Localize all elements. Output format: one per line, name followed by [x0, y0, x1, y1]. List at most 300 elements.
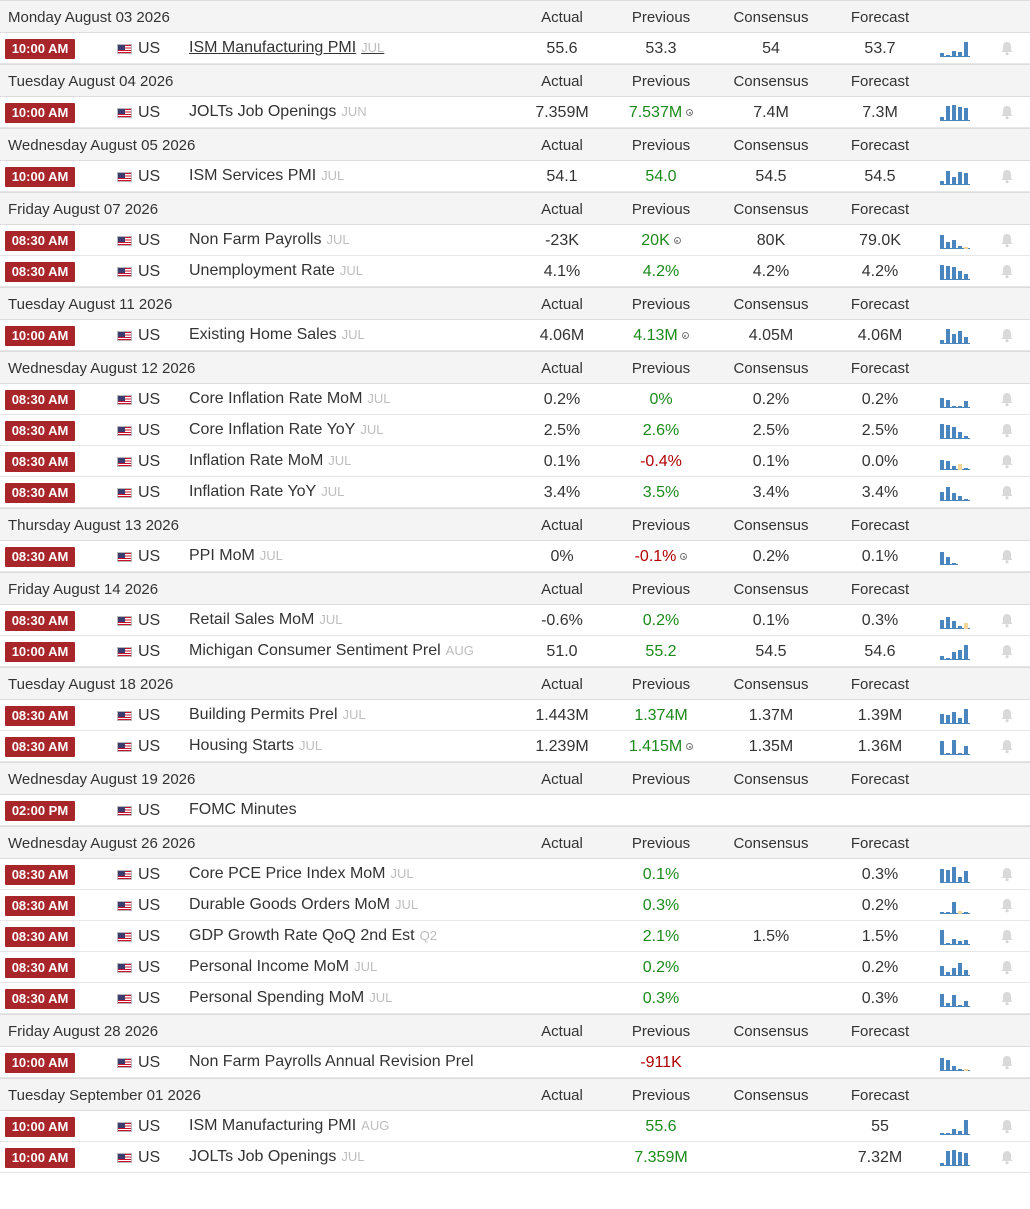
event-row[interactable] — [0, 636, 1030, 667]
actual-value — [507, 643, 617, 661]
event-row[interactable] — [0, 477, 1030, 508]
previous-value — [606, 453, 716, 471]
alert-bell-icon[interactable] — [1000, 169, 1014, 184]
alert-bell-icon[interactable] — [1000, 867, 1014, 882]
history-chart[interactable] — [940, 263, 970, 280]
column-header-consensus: Consensus — [733, 296, 809, 313]
history-bar — [952, 105, 956, 121]
event-name[interactable]: GDP Growth Rate QoQ 2nd Est — [189, 927, 415, 944]
country-code: US — [138, 484, 161, 501]
event-name-link[interactable] — [189, 865, 414, 883]
alert-bell-icon[interactable] — [1000, 644, 1014, 659]
revised-icon[interactable] — [686, 743, 693, 750]
history-bar — [958, 52, 962, 57]
consensus-text: 4.05M — [748, 327, 794, 344]
us-flag-icon — [117, 901, 132, 911]
event-name-link[interactable] — [189, 927, 437, 945]
history-chart[interactable] — [940, 738, 970, 755]
actual-text: 4.06M — [539, 327, 585, 344]
history-bar — [940, 656, 944, 660]
us-flag-icon — [117, 395, 132, 405]
country-code: US — [138, 866, 161, 883]
reference-period: AUG — [361, 1118, 390, 1133]
event-name[interactable]: Durable Goods Orders MoM — [189, 896, 390, 913]
history-bar — [940, 552, 944, 565]
consensus-text: 3.4% — [752, 484, 790, 501]
forecast-value — [825, 707, 935, 725]
alert-bell-icon[interactable] — [1000, 613, 1014, 628]
date-label: Tuesday August 04 2026 — [8, 73, 174, 90]
event-name-link[interactable] — [189, 801, 297, 819]
history-chart[interactable] — [940, 484, 970, 501]
previous-value — [606, 484, 716, 502]
previous-value — [606, 327, 716, 345]
history-bar — [952, 334, 956, 344]
consensus-value — [716, 484, 826, 502]
event-name[interactable]: JOLTs Job Openings — [189, 1148, 337, 1165]
alert-bell-icon[interactable] — [1000, 929, 1014, 944]
previous-text: 1.374M — [634, 707, 688, 724]
history-bar — [946, 329, 950, 344]
date-label: Friday August 28 2026 — [8, 1023, 159, 1040]
previous-text: -911K — [640, 1054, 682, 1071]
actual-value — [507, 453, 617, 471]
alert-bell-icon[interactable] — [1000, 105, 1014, 120]
actual-text: 3.4% — [543, 484, 581, 501]
alert-bell-icon[interactable] — [1000, 1150, 1014, 1165]
previous-text: 3.5% — [642, 484, 680, 501]
us-flag-icon — [117, 331, 132, 341]
column-header-previous: Previous — [631, 73, 691, 90]
time-badge: 10:00 AM — [5, 1053, 75, 1073]
time-badge: 10:00 AM — [5, 1148, 75, 1168]
event-name-link[interactable] — [189, 1053, 474, 1071]
history-bar — [958, 753, 962, 755]
previous-value — [606, 1118, 716, 1136]
reference-period: JUL — [361, 40, 385, 55]
event-name-link[interactable] — [189, 547, 283, 565]
event-name[interactable]: Retail Sales MoM — [189, 611, 315, 628]
forecast-text: 0.3% — [861, 990, 899, 1007]
previous-value — [606, 738, 716, 756]
event-row[interactable] — [0, 415, 1030, 446]
event-name-link[interactable] — [189, 421, 383, 439]
column-header-consensus: Consensus — [733, 676, 809, 693]
date-label: Friday August 07 2026 — [8, 201, 159, 218]
forecast-value — [825, 263, 935, 281]
column-header-previous: Previous — [631, 517, 691, 534]
previous-text: 7.537M — [628, 104, 683, 121]
event-row[interactable] — [0, 1047, 1030, 1078]
previous-value — [606, 959, 716, 977]
history-bar — [964, 746, 968, 755]
country-code: US — [138, 802, 161, 819]
alert-bell-icon[interactable] — [1000, 392, 1014, 407]
actual-text: -23K — [545, 232, 579, 249]
column-header-consensus: Consensus — [733, 771, 809, 788]
history-bar — [946, 171, 950, 185]
history-chart[interactable] — [940, 327, 970, 344]
history-chart[interactable] — [940, 897, 970, 914]
history-bar — [946, 557, 950, 565]
previous-value — [606, 990, 716, 1008]
history-chart[interactable] — [940, 707, 970, 724]
actual-text: 0.2% — [543, 391, 581, 408]
event-row[interactable] — [0, 1111, 1030, 1142]
history-bar — [940, 1133, 944, 1135]
column-header-actual: Actual — [541, 9, 583, 26]
consensus-value — [716, 928, 826, 946]
event-name[interactable]: ISM Manufacturing PMI — [189, 39, 357, 56]
alert-bell-icon[interactable] — [1000, 328, 1014, 343]
history-bar — [958, 1069, 962, 1071]
forecast-value — [825, 928, 935, 946]
actual-value — [507, 548, 617, 566]
previous-value — [606, 897, 716, 915]
column-header-consensus: Consensus — [733, 73, 809, 90]
forecast-text: 4.2% — [861, 263, 899, 280]
history-chart[interactable] — [940, 990, 970, 1007]
history-chart[interactable] — [940, 168, 970, 185]
history-bar — [958, 172, 962, 185]
history-chart[interactable] — [940, 866, 970, 883]
history-bar — [940, 53, 944, 57]
event-name[interactable]: JOLTs Job Openings — [189, 103, 337, 120]
column-header-actual: Actual — [541, 137, 583, 154]
reference-period: AUG — [445, 643, 474, 658]
event-name-link[interactable] — [189, 1148, 364, 1166]
history-chart[interactable] — [940, 422, 970, 439]
history-bar — [964, 401, 968, 408]
history-chart[interactable] — [940, 928, 970, 945]
forecast-value — [825, 990, 935, 1008]
alert-bell-icon[interactable] — [1000, 485, 1014, 500]
date-label: Wednesday August 12 2026 — [8, 360, 196, 377]
history-chart[interactable] — [940, 453, 970, 470]
country-code: US — [138, 643, 161, 660]
time-badge: 08:30 AM — [5, 483, 75, 503]
event-name-link[interactable] — [189, 262, 363, 280]
actual-value — [507, 707, 617, 725]
event-row[interactable] — [0, 161, 1030, 192]
time-badge: 08:30 AM — [5, 547, 75, 567]
column-header-previous: Previous — [631, 676, 691, 693]
history-bar — [940, 912, 944, 914]
column-header-forecast: Forecast — [850, 1087, 910, 1104]
forecast-value — [825, 643, 935, 661]
alert-bell-icon[interactable] — [1000, 1055, 1014, 1070]
event-row[interactable] — [0, 97, 1030, 128]
history-bar — [946, 242, 950, 249]
alert-bell-icon[interactable] — [1000, 739, 1014, 754]
event-row[interactable] — [0, 256, 1030, 287]
history-bar — [940, 424, 944, 439]
history-chart[interactable] — [940, 959, 970, 976]
column-header-actual: Actual — [541, 517, 583, 534]
column-header-actual: Actual — [541, 1023, 583, 1040]
history-bar — [958, 432, 962, 439]
forecast-value — [825, 484, 935, 502]
forecast-text: 2.5% — [861, 422, 899, 439]
date-label: Wednesday August 05 2026 — [8, 137, 196, 154]
previous-text: 0.3% — [642, 897, 680, 914]
country-code: US — [138, 928, 161, 945]
event-name[interactable]: Michigan Consumer Sentiment Prel — [189, 642, 441, 659]
forecast-value — [825, 104, 935, 122]
alert-bell-icon[interactable] — [1000, 1119, 1014, 1134]
event-name[interactable]: Existing Home Sales — [189, 326, 337, 343]
alert-bell-icon[interactable] — [1000, 708, 1014, 723]
event-name[interactable]: Core Inflation Rate MoM — [189, 390, 363, 407]
event-row[interactable] — [0, 605, 1030, 636]
history-bar — [958, 496, 962, 501]
event-row[interactable] — [0, 446, 1030, 477]
alert-bell-icon[interactable] — [1000, 264, 1014, 279]
alert-bell-icon[interactable] — [1000, 960, 1014, 975]
event-row[interactable] — [0, 225, 1030, 256]
forecast-text: 0.2% — [861, 959, 899, 976]
forecast-text: 1.39M — [857, 707, 903, 724]
alert-bell-icon[interactable] — [1000, 41, 1014, 56]
event-name-link[interactable] — [189, 642, 474, 660]
event-name[interactable]: Core PCE Price Index MoM — [189, 865, 386, 882]
history-bar — [940, 1163, 944, 1166]
event-row[interactable] — [0, 1142, 1030, 1173]
history-bar — [940, 460, 944, 470]
history-bar — [958, 1131, 962, 1135]
history-bar — [964, 1001, 968, 1007]
history-chart[interactable] — [940, 232, 970, 249]
event-name-link[interactable] — [189, 390, 391, 408]
us-flag-icon — [117, 1153, 132, 1163]
revised-icon[interactable] — [680, 553, 687, 560]
history-bar — [952, 406, 956, 408]
time-badge: 10:00 AM — [5, 1117, 75, 1137]
history-bar — [964, 436, 968, 439]
history-chart[interactable] — [940, 1149, 970, 1166]
event-row[interactable] — [0, 541, 1030, 572]
consensus-text: 4.2% — [752, 263, 790, 280]
actual-text: 1.239M — [535, 738, 589, 755]
history-chart[interactable] — [940, 548, 970, 565]
consensus-value — [716, 548, 826, 566]
event-name-link[interactable] — [189, 611, 343, 629]
event-name-link[interactable] — [189, 958, 377, 976]
reference-period: JUL — [298, 738, 323, 753]
alert-bell-icon[interactable] — [1000, 454, 1014, 469]
consensus-value — [716, 707, 826, 725]
previous-value — [606, 1149, 716, 1167]
event-name-link[interactable] — [189, 896, 418, 914]
event-row[interactable] — [0, 700, 1030, 731]
event-name[interactable]: Inflation Rate MoM — [189, 452, 324, 469]
column-header-actual: Actual — [541, 771, 583, 788]
consensus-value — [716, 104, 826, 122]
event-name[interactable]: Non Farm Payrolls Annual Revision Prel — [189, 1053, 474, 1070]
consensus-value — [716, 168, 826, 186]
history-bar — [940, 340, 944, 344]
previous-text: 55.2 — [645, 643, 677, 660]
history-bar — [964, 940, 968, 945]
alert-bell-icon[interactable] — [1000, 549, 1014, 564]
event-name-link[interactable] — [189, 452, 351, 470]
forecast-text: 54.6 — [864, 643, 896, 660]
history-bar — [940, 930, 944, 945]
forecast-value — [825, 1118, 935, 1136]
history-bar — [940, 994, 944, 1007]
us-flag-icon — [117, 616, 132, 626]
revised-icon[interactable] — [682, 332, 689, 339]
consensus-value — [716, 232, 826, 250]
column-header-consensus: Consensus — [733, 1023, 809, 1040]
history-bar — [952, 968, 956, 976]
forecast-text: 79.0K — [859, 232, 901, 249]
consensus-text: 0.2% — [752, 391, 790, 408]
event-name-link[interactable] — [189, 326, 365, 344]
alert-bell-icon[interactable] — [1000, 233, 1014, 248]
consensus-text: 7.4M — [753, 104, 789, 121]
history-bar — [952, 267, 956, 280]
history-bar — [964, 247, 968, 249]
history-chart[interactable] — [940, 1118, 970, 1135]
column-header-previous: Previous — [631, 296, 691, 313]
time-badge: 10:00 AM — [5, 103, 75, 123]
history-bar — [958, 650, 962, 660]
reference-period: JUL — [321, 168, 345, 183]
event-name[interactable]: Personal Income MoM — [189, 958, 350, 975]
revised-icon[interactable] — [674, 237, 681, 244]
event-row[interactable] — [0, 859, 1030, 890]
event-name[interactable]: Unemployment Rate — [189, 262, 335, 279]
forecast-value — [825, 1149, 935, 1167]
history-bar — [946, 1133, 950, 1135]
event-row[interactable] — [0, 320, 1030, 351]
history-bar — [952, 466, 956, 470]
revised-icon[interactable] — [686, 109, 693, 116]
event-row[interactable] — [0, 952, 1030, 983]
history-bar — [952, 493, 956, 501]
history-bar — [946, 266, 950, 280]
event-name[interactable]: Inflation Rate YoY — [189, 483, 317, 500]
event-row[interactable] — [0, 33, 1030, 64]
consensus-text: 2.5% — [752, 422, 790, 439]
event-name-link[interactable] — [189, 989, 392, 1007]
event-row[interactable] — [0, 384, 1030, 415]
alert-bell-icon[interactable] — [1000, 898, 1014, 913]
history-bar — [952, 867, 956, 883]
event-name[interactable]: Building Permits Prel — [189, 706, 338, 723]
consensus-value — [716, 738, 826, 756]
history-bar — [940, 620, 944, 629]
column-header-forecast: Forecast — [850, 1023, 910, 1040]
history-chart[interactable] — [940, 1054, 970, 1071]
event-name[interactable]: Housing Starts — [189, 737, 294, 754]
event-row[interactable] — [0, 983, 1030, 1014]
event-name-link[interactable] — [189, 103, 367, 121]
history-bar — [940, 235, 944, 249]
history-bar — [952, 712, 956, 724]
event-row[interactable] — [0, 731, 1030, 762]
history-chart[interactable] — [940, 40, 970, 57]
forecast-text: 7.32M — [857, 1149, 903, 1166]
column-header-forecast: Forecast — [850, 581, 910, 598]
forecast-text: 0.2% — [861, 897, 899, 914]
reference-period: JUL — [394, 897, 419, 912]
alert-bell-icon[interactable] — [1000, 423, 1014, 438]
history-bar — [940, 492, 944, 501]
event-row[interactable] — [0, 795, 1030, 826]
us-flag-icon — [117, 267, 132, 277]
event-row[interactable] — [0, 921, 1030, 952]
history-chart[interactable] — [940, 612, 970, 629]
time-badge: 08:30 AM — [5, 737, 75, 757]
alert-bell-icon[interactable] — [1000, 991, 1014, 1006]
event-name-link[interactable] — [189, 737, 322, 755]
event-name-link[interactable] — [189, 1117, 389, 1135]
history-bar — [958, 963, 962, 976]
column-header-previous: Previous — [631, 360, 691, 377]
country-code: US — [138, 1118, 161, 1135]
event-name-link[interactable] — [189, 483, 344, 501]
country-code: US — [138, 40, 161, 57]
history-bar — [964, 970, 968, 976]
forecast-text: 55 — [871, 1118, 889, 1135]
date-header-row — [0, 192, 1030, 225]
forecast-text: 1.36M — [857, 738, 903, 755]
consensus-text: 0.1% — [752, 612, 790, 629]
date-header-row — [0, 351, 1030, 384]
previous-value — [606, 548, 716, 566]
event-name[interactable]: Non Farm Payrolls — [189, 231, 322, 248]
reference-period: JUL — [367, 391, 391, 406]
history-bar — [958, 626, 962, 629]
column-header-previous: Previous — [631, 9, 691, 26]
event-name[interactable]: Personal Spending MoM — [189, 989, 365, 1006]
history-chart[interactable] — [940, 643, 970, 660]
column-header-consensus: Consensus — [733, 581, 809, 598]
history-bar — [952, 939, 956, 945]
consensus-text: 1.5% — [752, 928, 790, 945]
forecast-value — [825, 866, 935, 884]
date-header-row — [0, 1014, 1030, 1047]
event-name[interactable]: FOMC Minutes — [189, 801, 297, 818]
history-chart[interactable] — [940, 104, 970, 121]
event-name-link[interactable] — [189, 231, 350, 249]
event-name-link[interactable] — [189, 167, 344, 185]
event-name-link[interactable] — [189, 39, 384, 57]
history-bar — [952, 1066, 956, 1071]
actual-value — [507, 612, 617, 630]
column-header-previous: Previous — [631, 137, 691, 154]
event-name-link[interactable] — [189, 706, 366, 724]
history-bar — [946, 943, 950, 945]
column-header-forecast: Forecast — [850, 9, 910, 26]
event-name[interactable]: Core Inflation Rate YoY — [189, 421, 356, 438]
event-row[interactable] — [0, 890, 1030, 921]
event-name[interactable]: ISM Services PMI — [189, 167, 317, 184]
time-badge: 08:30 AM — [5, 390, 75, 410]
history-bar — [946, 487, 950, 501]
forecast-value — [825, 897, 935, 915]
consensus-text: 54.5 — [755, 168, 787, 185]
history-chart[interactable] — [940, 391, 970, 408]
history-bar — [940, 966, 944, 976]
previous-text: 4.13M — [633, 327, 678, 344]
event-name[interactable]: PPI MoM — [189, 547, 255, 564]
time-badge: 08:30 AM — [5, 452, 75, 472]
history-bar — [964, 871, 968, 883]
event-name[interactable]: ISM Manufacturing PMI — [189, 1117, 357, 1134]
